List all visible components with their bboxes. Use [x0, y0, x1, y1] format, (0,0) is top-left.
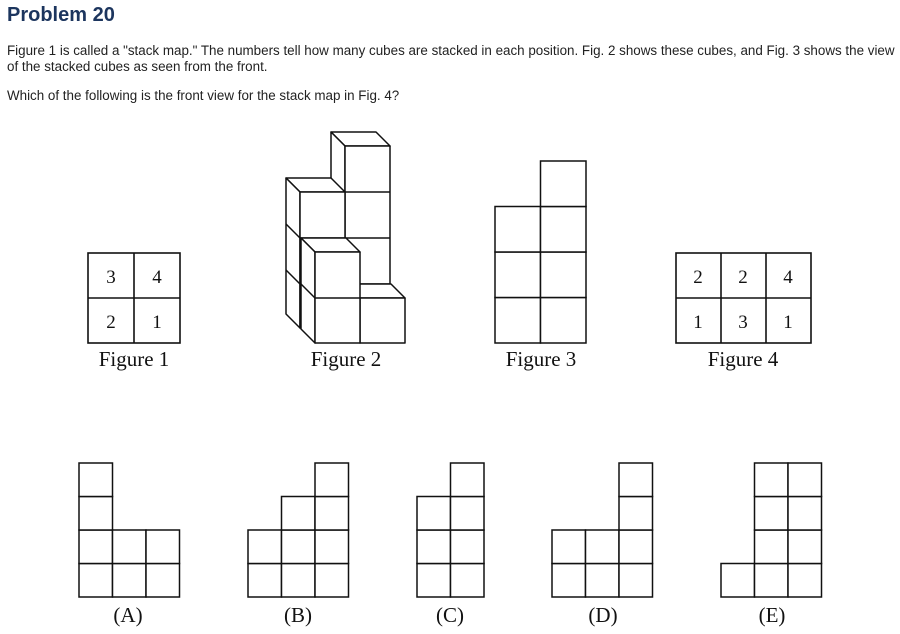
- figure-3-square: [541, 207, 587, 253]
- figure-2-caption: Figure 2: [310, 347, 382, 371]
- option-d-square: [586, 530, 620, 564]
- option-c-label[interactable]: (C): [436, 603, 464, 627]
- option-b-label[interactable]: (B): [284, 603, 312, 627]
- cube-front-face: [360, 298, 405, 343]
- option-a-square: [146, 564, 180, 598]
- option-d-square: [619, 463, 653, 497]
- option-d-square: [619, 497, 653, 531]
- figure-1-caption: Figure 1: [98, 347, 170, 371]
- figure-3-square: [495, 298, 541, 344]
- option-c-square: [417, 497, 451, 531]
- figure-4-cell: 4: [783, 267, 793, 288]
- figure-4-cell: 2: [738, 267, 748, 288]
- option-e-square: [755, 463, 789, 497]
- option-b[interactable]: [248, 463, 349, 597]
- option-d[interactable]: [552, 463, 653, 597]
- figure-3-front-view: [495, 161, 586, 343]
- figure-3-caption: Figure 3: [505, 347, 577, 371]
- option-c-square: [451, 564, 485, 598]
- option-b-square: [248, 530, 282, 564]
- option-b-square: [315, 497, 349, 531]
- figure-3-square: [541, 298, 587, 344]
- figure-1-stack-map: [88, 253, 180, 371]
- option-e-square: [755, 564, 789, 598]
- option-e-square: [755, 530, 789, 564]
- option-c-square: [417, 530, 451, 564]
- option-b-square: [315, 463, 349, 497]
- option-e-square: [788, 564, 822, 598]
- option-d-square: [552, 564, 586, 598]
- option-a[interactable]: [79, 463, 180, 597]
- option-b-square: [282, 530, 316, 564]
- option-d-square: [619, 564, 653, 598]
- option-a-square: [113, 564, 147, 598]
- option-b-square: [282, 497, 316, 531]
- figure-3-square: [495, 252, 541, 298]
- figure-4-stack-map: [676, 253, 811, 371]
- option-e[interactable]: [721, 463, 822, 597]
- option-c-square: [451, 530, 485, 564]
- figure-1-cell: 3: [106, 267, 116, 288]
- option-a-square: [79, 497, 113, 531]
- figure-3-square: [541, 161, 587, 207]
- figure-4-cell: 1: [693, 312, 703, 333]
- cube-side-face: [286, 178, 300, 328]
- option-b-square: [282, 564, 316, 598]
- figure-4-cell: 1: [783, 312, 793, 333]
- option-e-square: [788, 497, 822, 531]
- figure-1-cell: 4: [152, 267, 162, 288]
- option-b-square: [248, 564, 282, 598]
- option-a-label[interactable]: (A): [113, 603, 143, 627]
- option-b-square: [315, 530, 349, 564]
- option-c-square: [451, 463, 485, 497]
- option-e-label[interactable]: (E): [758, 603, 786, 627]
- option-a-square: [79, 463, 113, 497]
- option-e-square: [755, 497, 789, 531]
- option-a-square: [146, 530, 180, 564]
- option-e-square: [721, 564, 755, 598]
- figure-1-cell: 2: [106, 312, 116, 333]
- problem-title: Problem 20: [7, 4, 115, 26]
- problem-description: Figure 1 is called a "stack map." The numbers tell how many cubes are stacked in each position. Fig. 2 shows these cubes, and Fig. 3 shows the view of the stacked cubes as seen from the front.: [7, 43, 895, 74]
- problem-question: Which of the following is the front view for the stack map in Fig. 4?: [7, 88, 400, 103]
- option-a-square: [79, 564, 113, 598]
- option-d-square: [619, 530, 653, 564]
- figure-4-cell: 2: [693, 267, 703, 288]
- option-d-label[interactable]: (D): [588, 603, 618, 627]
- option-e-square: [788, 463, 822, 497]
- figure-3-square: [541, 252, 587, 298]
- option-a-square: [113, 530, 147, 564]
- option-a-square: [79, 530, 113, 564]
- figure-4-cell: 3: [738, 312, 748, 333]
- option-d-square: [552, 530, 586, 564]
- figure-2-cube-stack: [286, 132, 405, 371]
- option-c-square: [417, 564, 451, 598]
- figure-4-caption: Figure 4: [707, 347, 779, 371]
- option-b-square: [315, 564, 349, 598]
- option-c-square: [451, 497, 485, 531]
- option-e-square: [788, 530, 822, 564]
- figure-1-cell: 1: [152, 312, 162, 333]
- option-d-square: [586, 564, 620, 598]
- figure-3-square: [495, 207, 541, 253]
- option-c[interactable]: [417, 463, 484, 597]
